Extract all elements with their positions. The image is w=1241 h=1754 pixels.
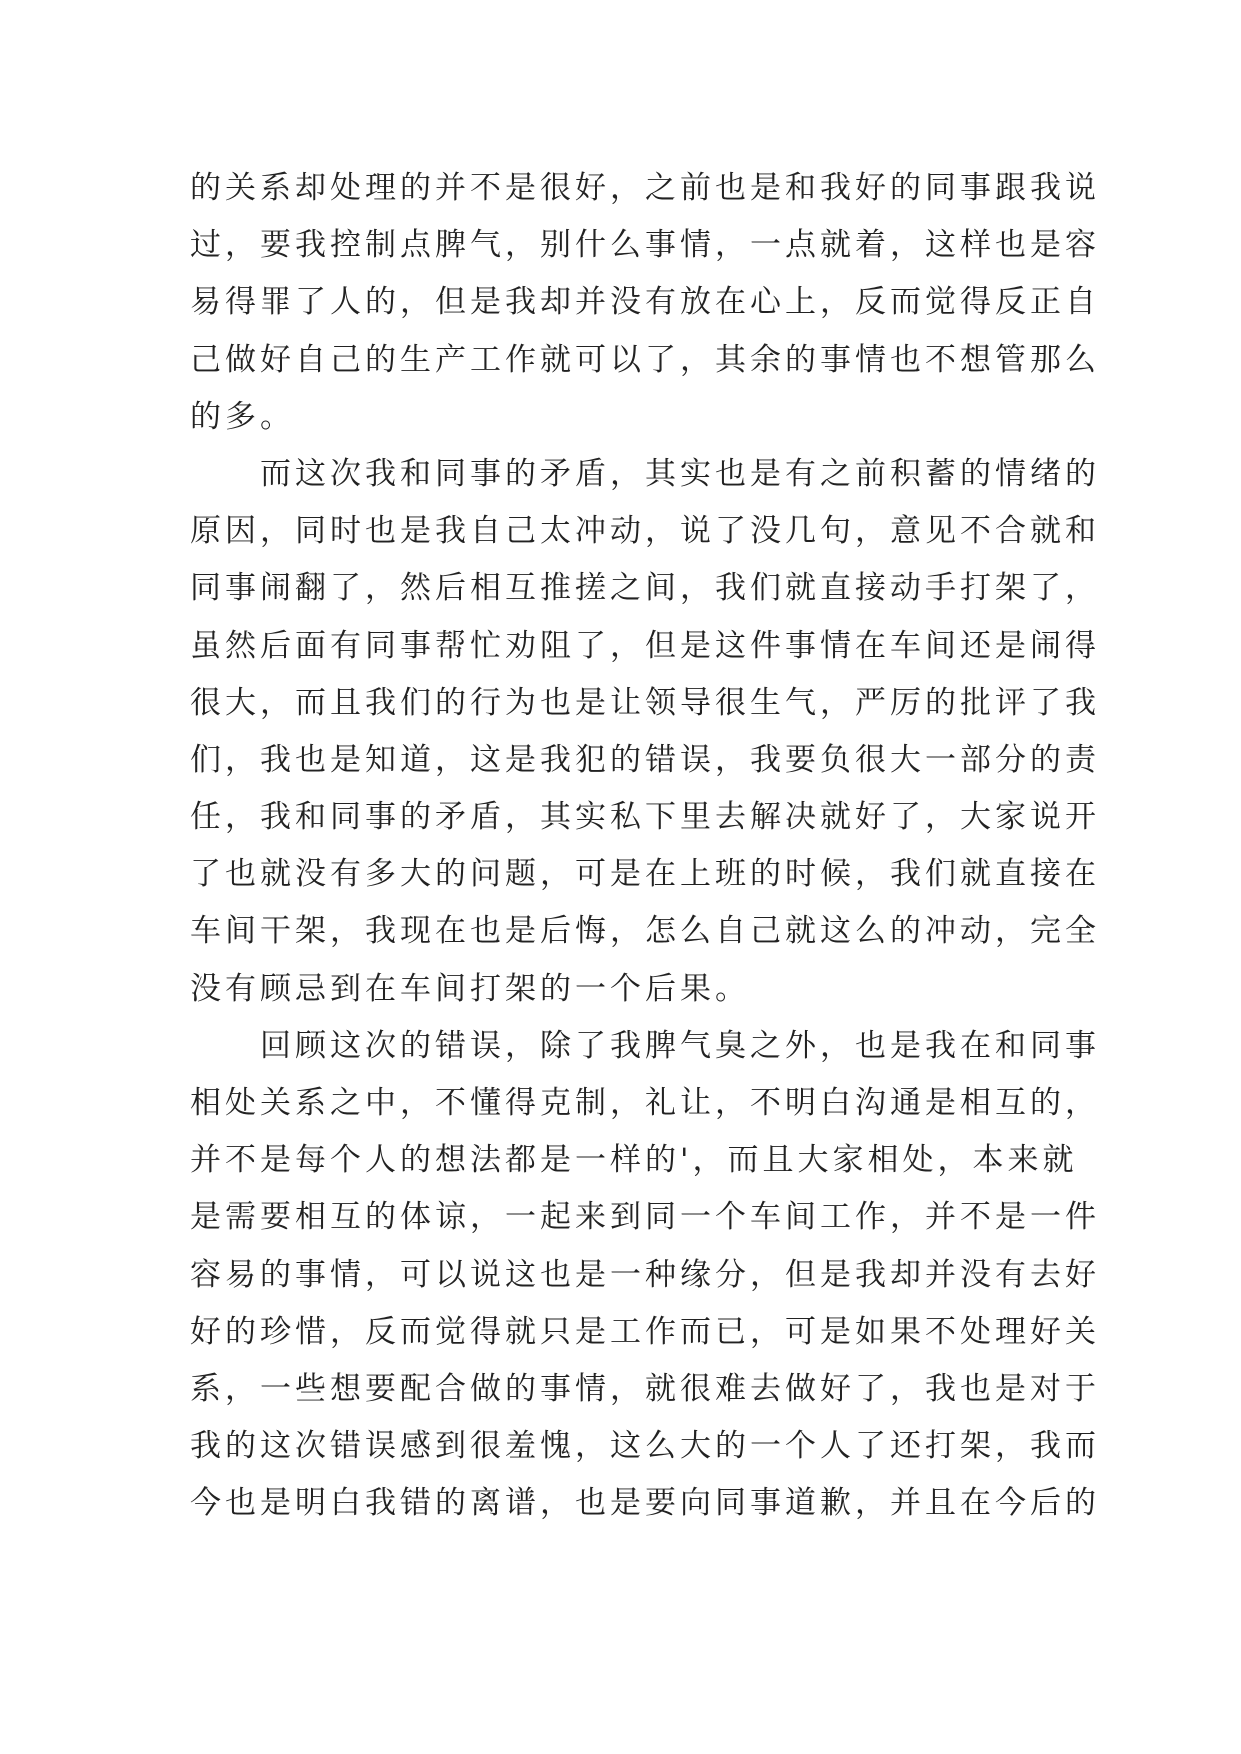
text-line: 回顾这次的错误，除了我脾气臭之外，也是我在和同事 xyxy=(190,1027,1100,1064)
text-line: 了也就没有多大的问题，可是在上班的时候，我们就直接在 xyxy=(190,856,1100,893)
text-line: 没有顾忌到在车间打架的一个后果。 xyxy=(190,970,750,1007)
text-line: 己做好自己的生产工作就可以了，其余的事情也不想管那么 xyxy=(190,341,1100,378)
text-line: 的多。 xyxy=(190,398,295,435)
text-line: 系，一些想要配合做的事情，就很难去做好了，我也是对于 xyxy=(190,1370,1100,1407)
text-line: 是需要相互的体谅，一起来到同一个车间工作，并不是一件 xyxy=(190,1199,1100,1236)
text-line: 虽然后面有同事帮忙劝阻了，但是这件事情在车间还是闹得 xyxy=(190,627,1100,664)
text-line: 今也是明白我错的离谱，也是要向同事道歉，并且在今后的 xyxy=(190,1485,1100,1522)
text-line: 的关系却处理的并不是很好，之前也是和我好的同事跟我说 xyxy=(190,170,1100,206)
text-line: 容易的事情，可以说这也是一种缘分，但是我却并没有去好 xyxy=(190,1256,1100,1293)
text-line: 我的这次错误感到很羞愧，这么大的一个人了还打架，我而 xyxy=(190,1428,1100,1465)
text-line: 原因，同时也是我自己太冲动，说了没几句，意见不合就和 xyxy=(190,513,1100,550)
text-line: 相处关系之中，不懂得克制，礼让，不明白沟通是相互的， xyxy=(190,1085,1100,1121)
text-line: 很大，而且我们的行为也是让领导很生气，严厉的批评了我 xyxy=(190,684,1100,721)
document-body xyxy=(190,160,1100,1533)
text-line: 好的珍惜，反而觉得就只是工作而已，可是如果不处理好关 xyxy=(190,1313,1100,1350)
text-line: 车间干架，我现在也是后悔，怎么自己就这么的冲动，完全 xyxy=(190,913,1100,950)
text-line: 过，要我控制点脾气，别什么事情，一点就着，这样也是容 xyxy=(190,227,1100,264)
text-line: 任，我和同事的矛盾，其实私下里去解决就好了，大家说开 xyxy=(190,799,1100,836)
text-line: 而这次我和同事的矛盾，其实也是有之前积蓄的情绪的 xyxy=(190,455,1100,492)
text-line: 们，我也是知道，这是我犯的错误，我要负很大一部分的责 xyxy=(190,741,1100,778)
text-line: 同事闹翻了，然后相互推搓之间，我们就直接动手打架了， xyxy=(190,570,1100,607)
text-line: 并不是每个人的想法都是一样的'，而且大家相处，本来就 xyxy=(190,1142,1078,1179)
text-line: 易得罪了人的，但是我却并没有放在心上，反而觉得反正自 xyxy=(190,284,1100,321)
